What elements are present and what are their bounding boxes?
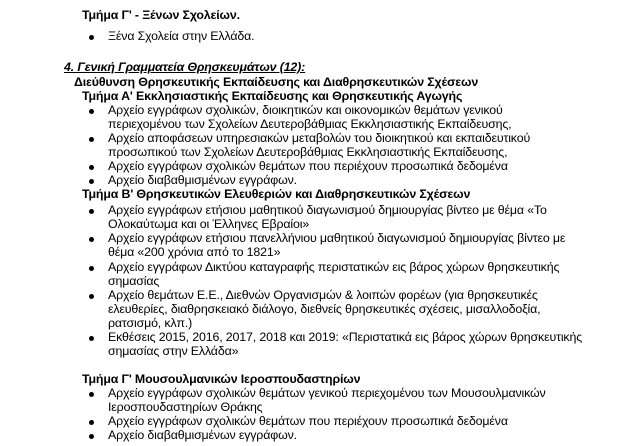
bullet-icon [89,109,94,114]
section-heading-foreign-schools: Τμήμα Γ' - Ξένων Σχολείων. [82,8,240,22]
list-item-line: Εκθέσεις 2015, 2016, 2017, 2018 και 2019: «Περιστατικά εις βάρος χώρων θρησκευτικής [108,330,583,344]
bullet-icon [89,266,94,271]
bullet-icon [89,336,94,341]
list-item-line: Αρχείο εγγράφων ετήσιου πανελλήνιου μαθητικού διαγωνισμού δημιουργίας βίντεο με [108,231,566,245]
bullet-icon [89,209,94,214]
list-item-line: σημασίας στην Ελλάδα» [108,344,239,358]
dept-c-heading: Τμήμα Γ' Μουσουλμανικών Ιεροσπουδαστηρίων [82,372,361,386]
dept-a-heading: Τμήμα Α' Εκκλησιαστικής Εκπαίδευσης και Θρησκευτικής Αγωγής [82,89,463,103]
bullet-icon [89,237,94,242]
list-item-line: ελευθερίες, διαθρησκειακό διάλογο, διεθνείς θρησκευτικές σχέσεις, μισαλλοδοξία, [108,302,541,316]
dept-b-heading: Τμήμα Β' Θρησκευτικών Ελευθεριών και Διαθρησκευτικών Σχέσεων [82,187,471,201]
bullet-icon [89,35,94,40]
list-item-line: Ιεροσπουδαστηρίων Θράκης [108,400,263,414]
list-item: Ξένα Σχολεία στην Ελλάδα. [108,29,255,43]
list-item-line: Αρχείο εγγράφων σχολικών θεμάτων που περιέχουν προσωπικά δεδομένα [108,414,508,428]
list-item-line: σημασίας [108,274,160,288]
list-item-line: θέμα «200 χρόνια από το 1821» [108,245,281,259]
list-item-line: Αρχείο εγγράφων Δικτύου καταγραφής περιστατικών εις βάρος χώρων θρησκευτικής [108,260,560,274]
list-item-line: Αρχείο εγγράφων ετήσιου μαθητικού διαγωνισμού δημιουργίας βίντεο με θέμα «Το [108,203,547,217]
list-item-line: Αρχείο θεμάτων Ε.Ε., Διεθνών Οργανισμών & λοιπών φορέων (για θρησκευτικές [108,288,538,302]
list-item-line: Αρχείο διαβαθμισμένων εγγράφων. [108,428,297,442]
bullet-icon [89,420,94,425]
list-item-line: Αρχείο εγγράφων σχολικών θεμάτων γενικού περιεχομένου των Μουσουλμανικών [108,386,546,400]
bullet-icon [89,434,94,439]
list-item-line: περιεχομένου των Σχολείων Δευτεροβάθμιας Εκκλησιαστικής Εκπαίδευσης, [108,117,512,131]
list-item-line: Ολοκαύτωμα και οι Έλληνες Εβραίοι» [108,217,310,231]
bullet-icon [89,294,94,299]
list-item-line: ρατσισμό, κλπ.) [108,316,193,330]
directorate-heading: Διεύθυνση Θρησκευτικής Εκπαίδευσης και Διαθρησκευτικών Σχέσεων [74,75,479,89]
bullet-icon [89,137,94,142]
bullet-icon [89,179,94,184]
list-item-line: προσωπικού των Σχολείων Δευτεροβάθμιας Εκκλησιαστικής Εκπαίδευσης, [108,145,508,159]
list-item-line: Αρχείο διαβαθμισμένων εγγράφων. [108,173,297,187]
list-item-line: Αρχείο εγγράφων σχολικών, διοικητικών και οικονομικών θεμάτων γενικού [108,103,503,117]
list-item-line: Αρχείο εγγράφων σχολικών θεμάτων που περιέχουν προσωπικά δεδομένα [108,159,508,173]
list-item-line: Αρχείο αποφάσεων υπηρεσιακών μεταβολών του διοικητικού και εκπαιδευτικού [108,131,531,145]
bullet-icon [89,392,94,397]
secretariat-heading: 4. Γενική Γραμματεία Θρησκευμάτων (12): [64,60,306,74]
bullet-icon [89,165,94,170]
